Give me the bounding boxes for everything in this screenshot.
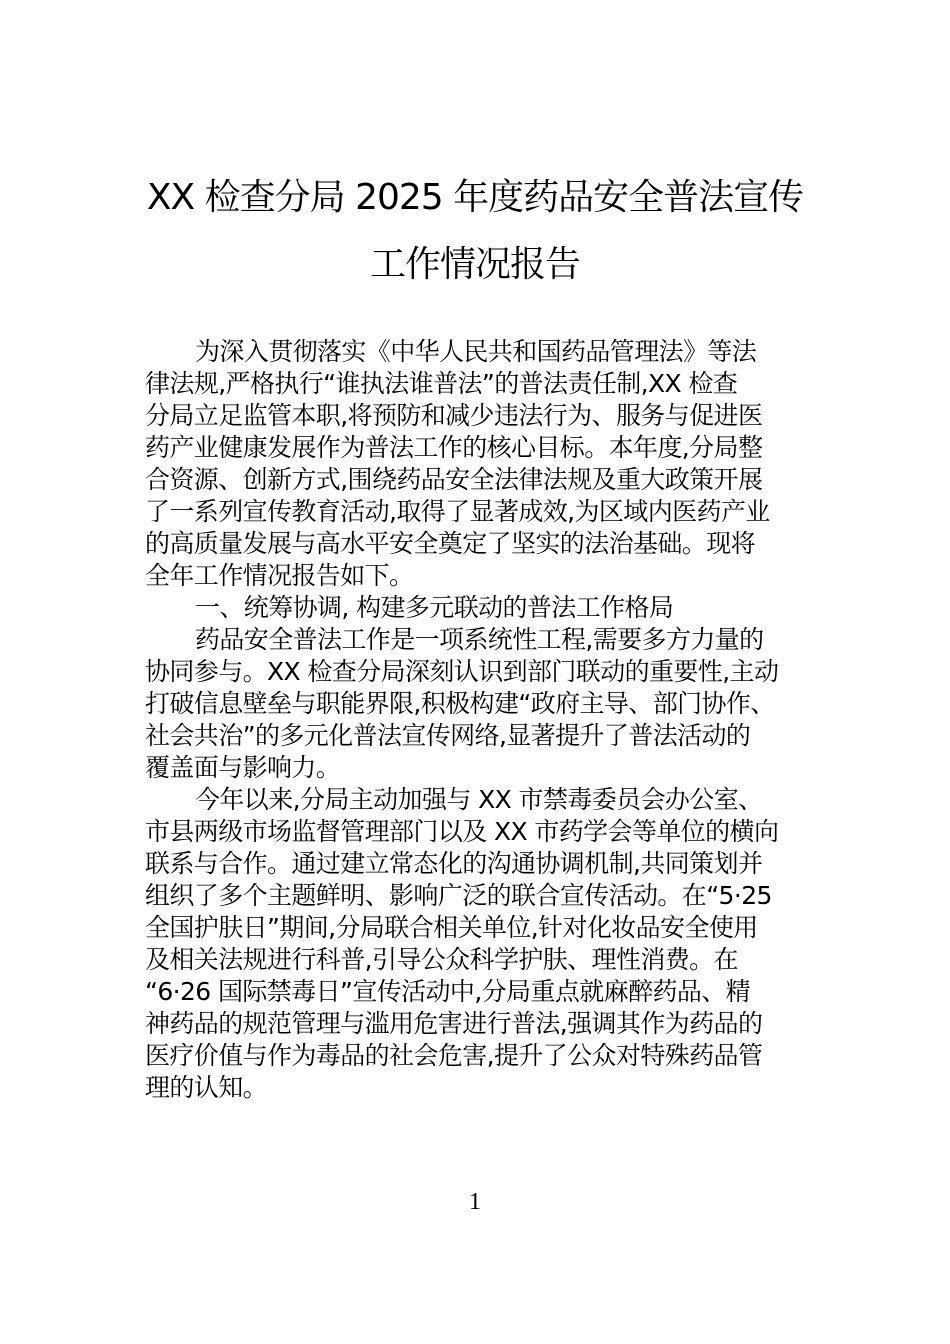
- text-line: 今年以来,分局主动加强与 XX 市禁毒委员会办公室、: [195, 785, 763, 814]
- paragraph-joint-activities: [145, 784, 825, 1104]
- text-line: 神药品的规范管理与滥用危害进行普法,强调其作为药品的: [145, 1009, 763, 1038]
- paragraph-intro: [145, 336, 825, 592]
- text-line: 全年工作情况报告如下。: [145, 561, 414, 590]
- paragraph-collaboration: [145, 624, 825, 784]
- document-title-line-1: XX 检查分局 2025 年度药品安全普法宣传: [146, 177, 804, 218]
- text-line: 药产业健康发展作为普法工作的核心目标。本年度,分局整: [145, 433, 763, 462]
- text-line: 了一系列宣传教育活动,取得了显著成效,为区域内医药产业: [145, 497, 770, 526]
- text-line: 的高质量发展与高水平安全奠定了坚实的法治基础。现将: [145, 529, 756, 558]
- text-line: 律法规,严格执行“谁执法谁普法”的普法责任制,XX 检查: [145, 369, 738, 398]
- document-title-line-2: 工作情况报告: [369, 244, 580, 285]
- text-line: 市县两级市场监督管理部门以及 XX 市药学会等单位的横向: [145, 817, 779, 846]
- text-line: “6·26 国际禁毒日”宣传活动中,分局重点就麻醉药品、精: [145, 977, 751, 1006]
- text-line: 药品安全普法工作是一项系统性工程,需要多方力量的: [195, 625, 764, 654]
- section-heading-1: [145, 592, 825, 624]
- document-body: [145, 336, 825, 1104]
- text-line: 理的认知。: [145, 1073, 268, 1102]
- text-line: 覆盖面与影响力。: [145, 753, 341, 782]
- text-line: 社会共治”的多元化普法宣传网络,显著提升了普法活动的: [145, 721, 751, 750]
- page-number: 1: [469, 1189, 481, 1215]
- text-line: 协同参与。XX 检查分局深刻认识到部门联动的重要性,主动: [145, 657, 779, 686]
- text-line: 医疗价值与作为毒品的社会危害,提升了公众对特殊药品管: [145, 1041, 763, 1070]
- text-line: 为深入贯彻落实《中华人民共和国药品管理法》等法: [195, 337, 757, 366]
- section-heading-text: 一、统筹协调, 构建多元联动的普法工作格局: [195, 593, 674, 622]
- text-line: 合资源、创新方式,围绕药品安全法律法规及重大政策开展: [145, 465, 763, 494]
- text-line: 全国护肤日”期间,分局联合相关单位,针对化妆品安全使用: [145, 913, 758, 942]
- text-line: 分局立足监管本职,将预防和减少违法行为、服务与促进医: [145, 401, 763, 430]
- text-line: 打破信息壁垒与职能界限,积极构建“政府主导、部门协作、: [145, 689, 775, 718]
- text-line: 联系与合作。通过建立常态化的沟通协调机制,共同策划并: [145, 849, 763, 878]
- text-line: 及相关法规进行科普,引导公众科学护肤、理性消费。在: [145, 945, 738, 974]
- text-line: 组织了多个主题鲜明、影响广泛的联合宣传活动。在“5·25: [145, 881, 772, 910]
